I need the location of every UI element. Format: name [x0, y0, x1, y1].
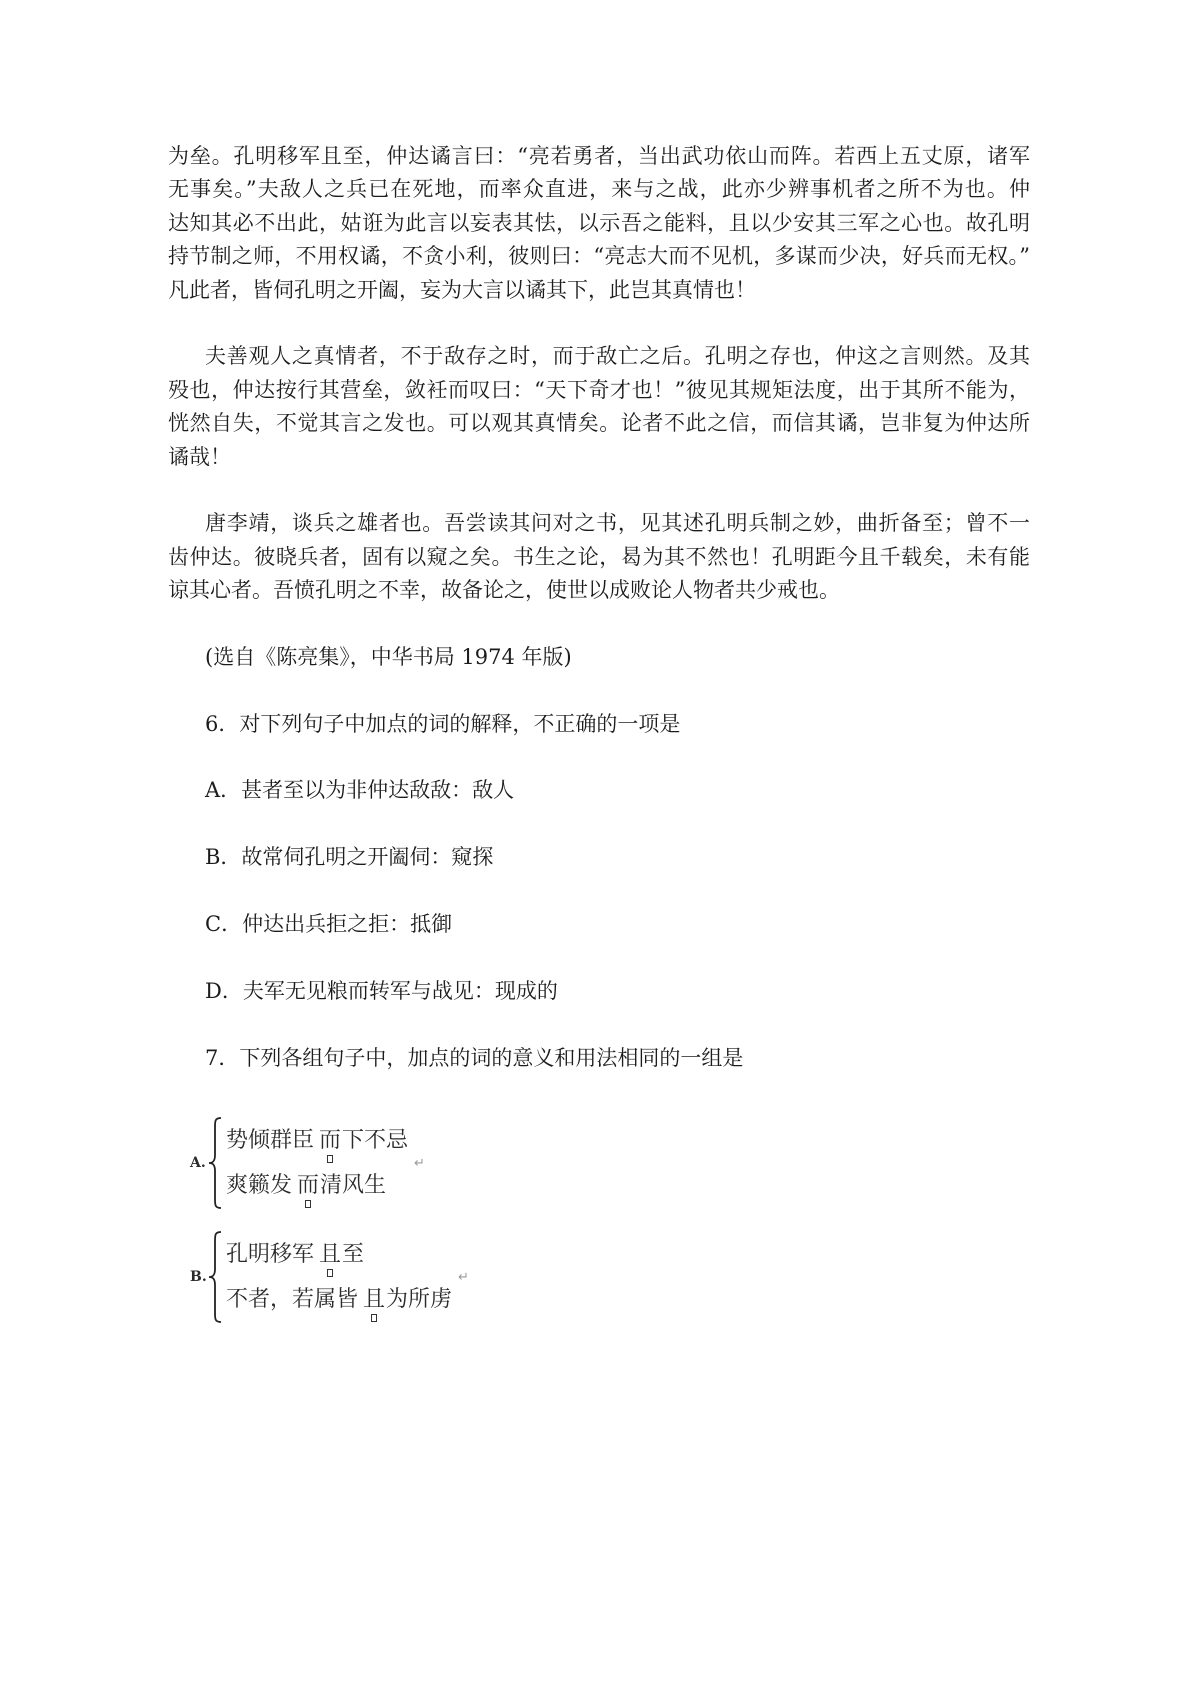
emphasized-char: 而 [297, 1173, 320, 1199]
sentence-text: 孔明移军 [226, 1242, 315, 1268]
emphasis-dot [305, 1200, 311, 1208]
emphasized-char: 而 [319, 1128, 342, 1154]
passage-line: 唐李靖，谈兵之雄者也。吾尝读其问对之书，见其述孔明兵制之妙，曲折备至；曾不一 [205, 511, 1030, 536]
question-6 [168, 708, 1030, 1009]
sentence [226, 1163, 408, 1208]
passage-line: 殁也，仲达按行其营垒，敛衽而叹曰：“天下奇才也！”彼见其规矩法度，出于其所不能为， [168, 377, 1030, 402]
question-6-option-a: A．甚者至以为非仲达敌敌：敌人 [205, 778, 515, 803]
emphasized-char: 且 [363, 1287, 386, 1313]
emphasized-char-wrap [363, 1289, 385, 1311]
passage-line: 谲哉！ [168, 444, 231, 469]
sentence-text: 清风生 [320, 1173, 387, 1199]
sentence-text: 不者，若属皆 [226, 1287, 359, 1313]
question-7-option-b-figure [185, 1229, 1030, 1326]
sentence-text: 下不忌 [342, 1128, 409, 1154]
passage-line: 持节制之师，不用权谲，不贪小利，彼则曰：“亮志大而不见机，多谋而少决，好兵而无权。” [168, 244, 1030, 269]
sentence-text: 至 [342, 1242, 365, 1268]
passage-line: 夫善观人之真情者，不于敌存之时，而于敌亡之后。孔明之存也，仲这之言则然。及其 [205, 344, 1030, 369]
sentence-text: 势倾群臣 [226, 1128, 315, 1154]
sentence-text: 为所虏 [386, 1287, 453, 1313]
emphasis-dot [371, 1314, 377, 1322]
passage-line: 凡此者，皆伺孔明之开阖，妄为大言以谲其下，此岂其真情也！ [168, 277, 756, 302]
question-7-stem: 7．下列各组句子中，加点的词的意义和用法相同的一组是 [205, 1045, 744, 1070]
sentence [226, 1277, 452, 1322]
passage-paragraph-2 [168, 340, 1030, 474]
question-6-stem: 6．对下列句子中加点的词的解释，不正确的一项是 [205, 711, 681, 736]
question-7-option-a-figure [185, 1115, 1030, 1212]
sentence-text: 爽籁发 [226, 1173, 293, 1199]
passage-line: 为垒。孔明移军且至，仲达谲言曰：“亮若勇者，当出武功依山而阵。若西上五丈原，诸军 [168, 144, 1030, 168]
emphasized-char: 且 [319, 1242, 342, 1268]
passage-line: 恍然自失，不觉其言之发也。可以观其真情矣。论者不此之信，而信其谲，岂非复为仲达所 [168, 411, 1030, 436]
sentence [226, 1232, 452, 1277]
left-brace [208, 1117, 222, 1209]
passage-line: 达知其必不出此，姑诳为此言以妄表其怯，以示吾之能料，且以少安其三军之心也。故孔明 [168, 210, 1030, 235]
paragraph-mark-icon: ↵ [458, 1269, 469, 1285]
sentence [226, 1118, 408, 1163]
emphasized-char-wrap [297, 1175, 319, 1197]
paragraph-mark-icon: ↵ [414, 1155, 425, 1171]
sentence-pair [226, 1118, 408, 1208]
emphasis-dot [327, 1155, 333, 1163]
question-7 [168, 1042, 1030, 1326]
passage-paragraph-3 [168, 507, 1030, 607]
source-note: (选自《陈亮集》，中华书局 1974 年版) [205, 644, 572, 669]
passage-paragraph-1 [168, 140, 1030, 307]
sentence-pair [226, 1232, 452, 1322]
emphasized-char-wrap [319, 1130, 341, 1152]
document-content [168, 140, 1030, 1326]
passage-line: 谅其心者。吾愤孔明之不幸，故备论之，使世以成败论人物者共少戒也。 [168, 578, 840, 603]
passage-line: 齿仲达。彼晓兵者，固有以窥之矣。书生之论，曷为其不然也！孔明距今且千载矣，未有能 [168, 544, 1030, 569]
left-brace [208, 1231, 222, 1323]
question-6-option-d: D．夫军无见粮而转军与战见：现成的 [205, 978, 558, 1003]
option-label: A. [190, 1155, 206, 1172]
emphasis-dot [327, 1269, 333, 1277]
question-6-option-b: B．故常伺孔明之开阖伺：窥探 [205, 845, 494, 870]
question-6-option-c: C．仲达出兵拒之拒：抵御 [205, 911, 453, 936]
passage-line: 无事矣。”夫敌人之兵已在死地，而率众直进，来与之战，此亦少辨事机者之所不为也。仲 [168, 177, 1030, 202]
option-label: B. [190, 1269, 207, 1286]
emphasized-char-wrap [319, 1244, 341, 1266]
